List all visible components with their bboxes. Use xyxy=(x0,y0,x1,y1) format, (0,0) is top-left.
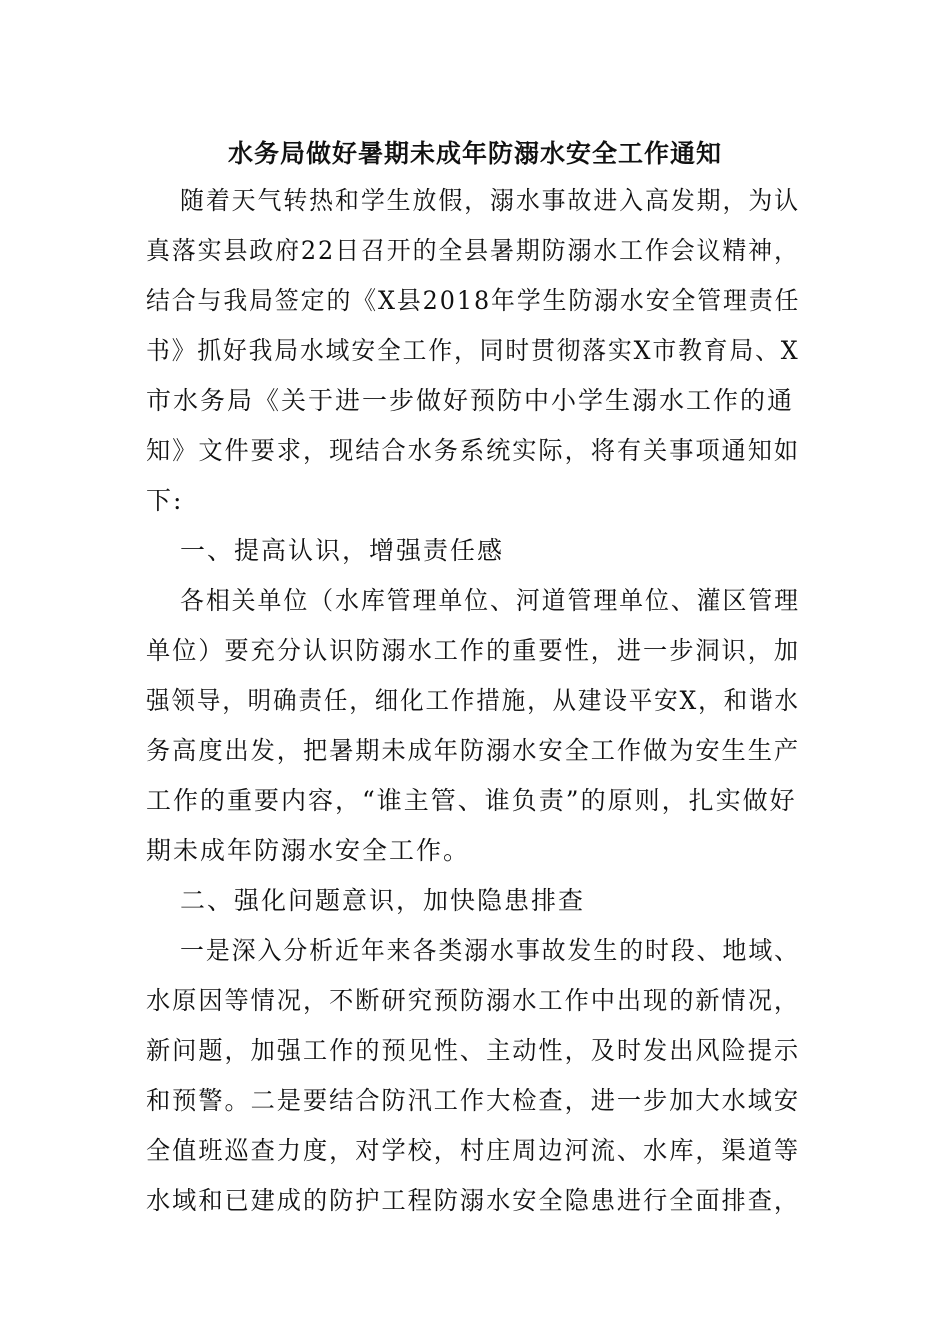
paragraph-line: 随着天气转热和学生放假，溺水事故进入高发期，为认 xyxy=(180,186,801,215)
paragraph-line: 单位）要充分认识防溺水工作的重要性，进一步洞识，加 xyxy=(146,636,801,665)
paragraph-line: 务高度出发，把暑期未成年防溺水安全工作做为安生生产 xyxy=(146,736,801,765)
paragraph-line: 强领导，明确责任，细化工作措施，从建设平安X，和谐水 xyxy=(146,686,800,715)
paragraph-line: 结合与我局签定的《X县2018年学生防溺水安全管理责任 xyxy=(146,286,801,315)
paragraph-line: 市水务局《关于进一步做好预防中小学生溺水工作的通 xyxy=(146,386,795,415)
paragraph-line: 知》文件要求，现结合水务系统实际，将有关事项通知如 xyxy=(146,436,801,465)
paragraph-line: 各相关单位（水库管理单位、河道管理单位、灌区管理 xyxy=(180,586,801,615)
paragraph-line: 水原因等情况，不断研究预防溺水工作中出现的新情况， xyxy=(146,986,801,1015)
paragraph-line: 下: xyxy=(146,486,184,515)
paragraph-line: 和预警。二是要结合防汛工作大检查，进一步加大水域安 xyxy=(146,1086,801,1115)
paragraph-line: 书》抓好我局水域安全工作，同时贯彻落实X市教育局、X xyxy=(146,336,800,365)
document-title: 水务局做好暑期未成年防溺水安全工作通知 xyxy=(227,139,722,168)
paragraph-line: 全值班巡查力度，对学校，村庄周边河流、水库，渠道等 xyxy=(146,1136,801,1165)
section-heading: 一、提高认识，增强责任感 xyxy=(180,536,505,565)
paragraph-line: 工作的重要内容，“谁主管、谁负责”的原则，扎实做好 xyxy=(146,786,797,815)
paragraph-line: 期未成年防溺水安全工作。 xyxy=(146,836,471,865)
paragraph-line: 真落实县政府22日召开的全县暑期防溺水工作会议精神， xyxy=(146,236,800,265)
paragraph-line: 水域和已建成的防护工程防溺水安全隐患进行全面排查， xyxy=(146,1186,801,1215)
section-heading: 二、强化问题意识，加快隐患排查 xyxy=(180,886,586,915)
paragraph-line: 一是深入分析近年来各类溺水事故发生的时段、地域、 xyxy=(180,936,801,965)
paragraph-line: 新问题，加强工作的预见性、主动性，及时发出风险提示 xyxy=(146,1036,801,1065)
